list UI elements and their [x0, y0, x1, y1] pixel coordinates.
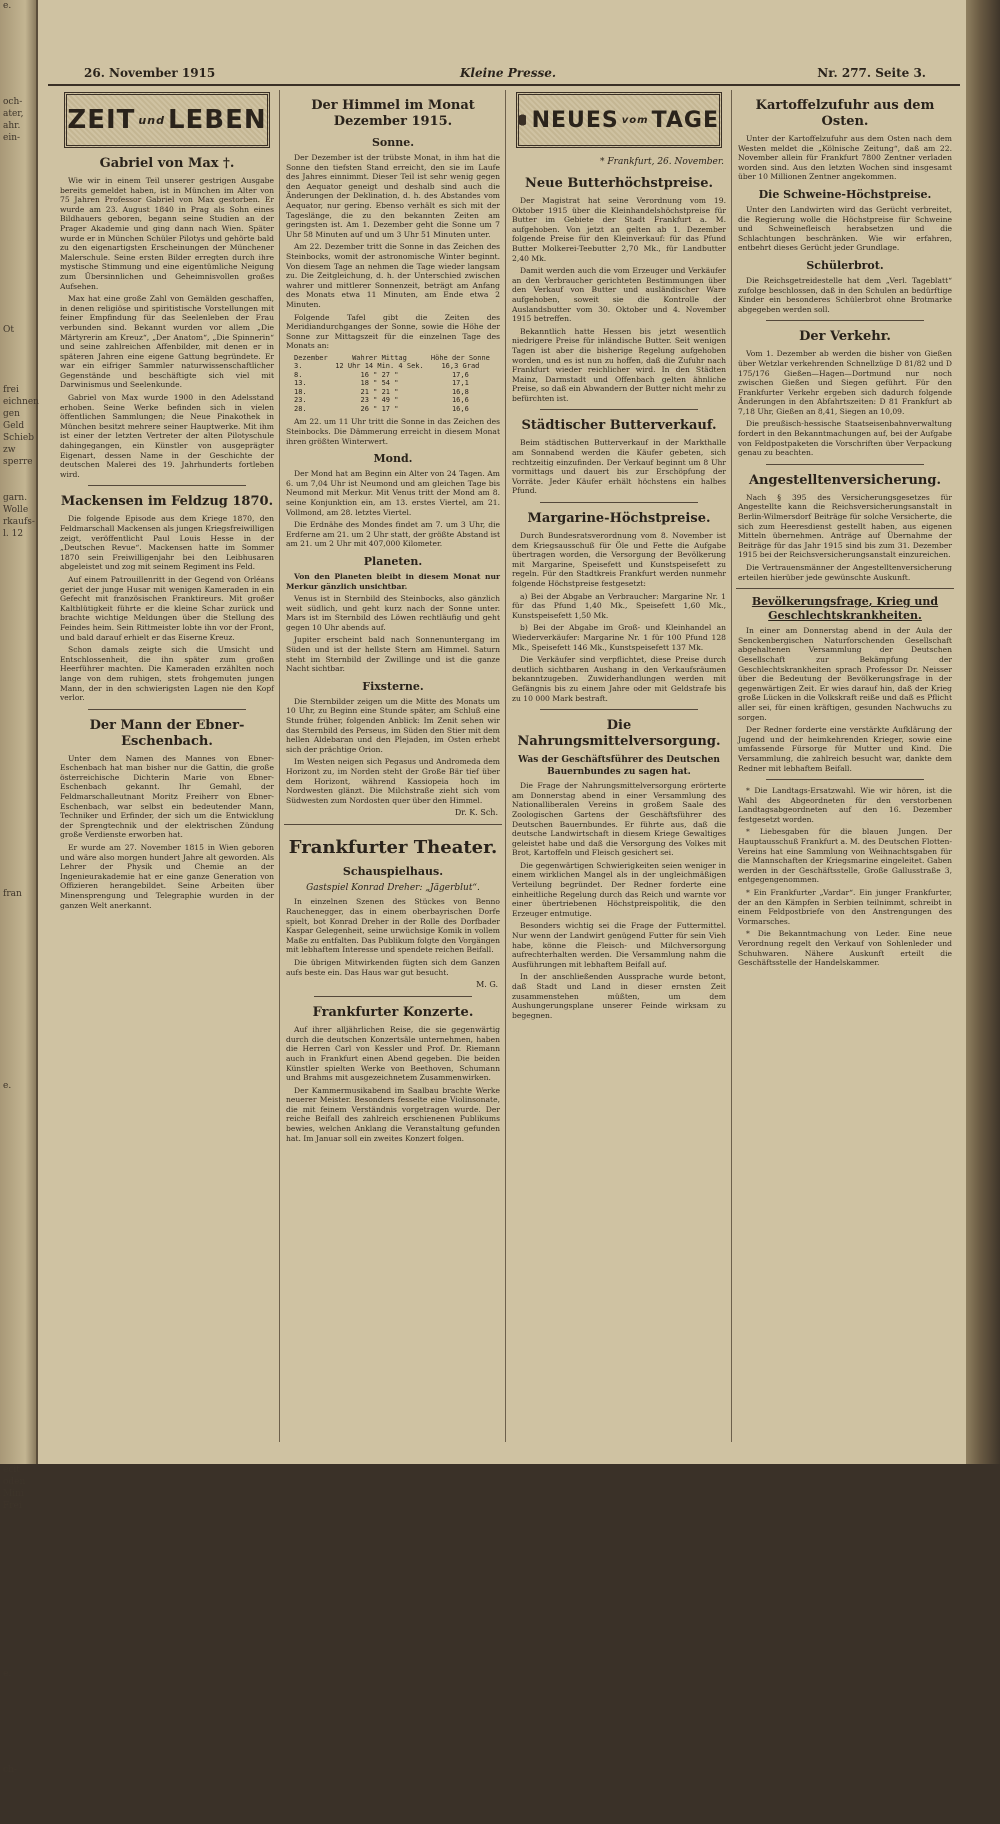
prev-page-fragment	[0, 972, 36, 984]
prev-page-fragment	[0, 924, 36, 936]
prev-page-fragment	[0, 960, 36, 972]
paragraph: Die übrigen Mitwirkenden fügten sich dem Ganzen aufs beste ein. Das Haus war gut besucht.	[286, 957, 500, 977]
prev-page-fragment: e.	[3, 1, 12, 11]
prev-page-fragment	[0, 984, 36, 996]
logo-word-right: TAGE	[651, 107, 719, 133]
article-body	[58, 176, 276, 479]
prev-page-fragment	[0, 1236, 36, 1248]
prev-page-fragment: sperre	[3, 457, 33, 467]
paragraph: b) Bei der Abgabe im Groß- und Kleinhandel an Wiederverkäufer: Margarine Nr. 1 für 100 Pfund 128 Mk., Speisefett 146 Mk., Kunstspeisefett 137 Mk.	[512, 623, 726, 652]
paragraph: Der Mond hat am Beginn ein Alter von 24 Tagen. Am 6. um 7,04 Uhr ist Neumond und am gleichen Tage bis Neumond mit Merkur. Mit Venus tritt der Mond am 8. seine Konjunktion ein, am 13. erstes Viertel, am 21. Vollmond, am 28. letztes Viertel.	[286, 469, 500, 517]
prev-page-fragment	[0, 684, 36, 696]
prev-page-fragment	[0, 1692, 36, 1704]
prev-page-fragment	[0, 1068, 36, 1080]
prev-page-fragment: e.	[3, 1081, 12, 1091]
prev-page-fragment	[0, 1656, 36, 1668]
prev-page-fragment	[0, 1788, 36, 1800]
prev-page-fragment	[0, 948, 36, 960]
prev-page-fragment: Ot	[3, 325, 14, 335]
paragraph: Gabriel von Max wurde 1900 in den Adelsstand erhoben. Seine Werke befinden sich in vielen öffentlichen Sammlungen; die Neue Pinakothek in München besitzt mehrere seiner Hauptwerke. Mit ihm ist einer der letzten Vertreter der alten Pilotyschule dahingegangen, ein Künstler von ausgeprägter Eigenart, dessen Name in der Geschichte der deutschen Malerei des 19. Jahrhunderts fortleben wird.	[60, 393, 274, 479]
prev-page-fragment	[0, 1404, 36, 1416]
article-body	[58, 514, 276, 702]
table-cell: 8.	[294, 370, 303, 379]
paragraph: Der Magistrat hat seine Verordnung vom 19. Oktober 1915 über die Kleinhandelshöchstpreise für Butter im Gebiete der Stadt Frankfurt a. M. aufgehoben. Von jetzt an gelten ab 1. Dezember folgende Preise für den Kleinverkauf: für das Pfund Butter Molkerei-Teebutter 2,70 Mk., für Landbutter 2,40 Mk.	[512, 196, 726, 263]
prev-page-fragment	[0, 1032, 36, 1044]
table-cell: 18.	[294, 387, 307, 396]
prev-page-fragment	[0, 1596, 36, 1608]
table-header: Dezember	[294, 353, 328, 362]
section-title: Planeten.	[363, 554, 423, 568]
prev-page-fragment	[0, 660, 36, 672]
prev-page-fragment	[0, 564, 36, 576]
table-cell: 26 " 17 "	[360, 404, 399, 413]
table-cell: 17,1	[451, 379, 469, 388]
prev-page-fragment: fran	[3, 889, 22, 899]
prev-page-fragment	[0, 828, 36, 840]
paragraph: Vom 1. Dezember ab werden die bisher von Gießen über Wetzlar verkehrenden Schnellzüge D 81/82 und D 175/176 Gießen—Hagen—Dortmund nur noch zwischen Gießen und Siegen geführt. Für den Frankfurter Verkehr ergeben sich dadurch folgende Änderungen in den Abfahrtszeiten: D 81 Frankfurt ab 7,18 Uhr, Gießen an 8,41, Siegen an 10,09.	[738, 349, 952, 416]
logo-word-left: NEUES	[531, 107, 619, 133]
prev-page-fragment	[0, 252, 36, 264]
divider	[540, 709, 698, 710]
prev-page-fragment	[0, 756, 36, 768]
article-title: Gabriel von Max †.	[99, 156, 235, 171]
paragraph: Die folgende Episode aus dem Kriege 1870, den Feldmarschall Mackensen als jungen Kriegsfreiwilligen zeigt, veröffentlicht Paul Louis Hesse in der „Deutschen Revue“. Mackensen hatte im Sommer 1870 sein Freiwilligenjahr bei den Leibhusaren abgeleistet und zog mit seinem Regiment ins Feld.	[60, 514, 274, 572]
prev-page-fragment: ecit	[3, 1465, 20, 1475]
paragraph: Der Kammermusikabend im Saalbau brachte Werke neuerer Meister. Besonders fesselte eine Violinsonate, die mit feinem Verständnis vorgetragen wurde. Der reiche Beifall des zahlreich erschienenen Publikums bewies, welchen Anklang die Veranstaltung gefunden hat. Im Januar soll ein zweites Konzert folgen.	[286, 1085, 500, 1143]
paragraph: Die Frage der Nahrungsmittelversorgung erörterte am Donnerstag abend in einer Versammlung des Nationalliberalen Vereins in großem Saale des Zoologischen Gartens der Geschäftsführer des Deutschen Bauernbundes. Er führte aus, daß die deutsche Landwirtschaft in diesem Kriege Gewaltiges geleistet habe und daß die Versorgung des Volkes mit Brot, Kartoffeln und Fleisch gesichert sei.	[512, 781, 726, 858]
paragraph: Der Dezember ist der trübste Monat, in ihm hat die Sonne den tiefsten Stand erreicht, den sie im Laufe des Jahres einnimmt. Dieser Teil ist sehr wenig gegen den Aequator geneigt und deshalb sind auch die Änderungen der Deklination, d. h. des Abstandes vom Aequator, nur gering. Ebenso verhält es sich mit der Tageslänge, die zu den bekannten Zeiten am geringsten ist. Am 1. Dezember geht die Sonne um 7 Uhr 58 Minuten auf und um 3 Uhr 51 Minuten unter.	[286, 153, 500, 239]
table-cell: 16,8	[451, 387, 469, 396]
prev-page-fragment	[0, 1644, 36, 1656]
table-row	[293, 379, 493, 388]
table-cell: 23 " 49 "	[360, 396, 399, 405]
prev-page-fragment	[0, 624, 36, 636]
table-cell: 3.	[294, 362, 303, 371]
prev-page-fragment	[0, 1572, 36, 1584]
prev-page-fragment	[0, 1812, 36, 1824]
author-signature: M. G.	[476, 980, 498, 990]
divider	[314, 996, 472, 997]
prev-page-fragment	[0, 1212, 36, 1224]
section-title: Schülerbrot.	[806, 258, 884, 272]
prev-page-fragment	[0, 48, 36, 60]
prev-page-fragment	[0, 264, 36, 276]
prev-page-fragment	[0, 672, 36, 684]
paragraph: Max hat eine große Zahl von Gemälden geschaffen, in denen religiöse und spiritistische Vorstellungen mit feiner Empfindung für das Seelenleben der Frau verbunden sind. Bekannt wurden vor allem „Die Märtyrerin am Kreuz“, „Der Anatom“, „Die Spinnerin“ und seine zahlreichen Affenbilder, mit denen er in späteren Jahren eine eigene Gattung begründete. Er war ein eifriger Sammler naturwissenschaftlicher Gegenstände und beschäftigte sich viel mit Darwinismus und Seelenkunde.	[60, 294, 274, 390]
paragraph: a) Bei der Abgabe an Verbraucher: Margarine Nr. 1 für das Pfund 1,40 Mk., Speisefett 1,60 Mk., Kunstspeisefett 1,50 Mk.	[512, 591, 726, 620]
prev-page-fragment	[0, 1548, 36, 1560]
prev-page-fragment	[0, 1296, 36, 1308]
prev-page-fragment: Schieb	[3, 433, 34, 443]
prev-page-fragment	[0, 1704, 36, 1716]
prev-page-fragment	[0, 1740, 36, 1752]
prev-page-fragment	[0, 996, 36, 1008]
prev-page-fragment	[0, 1524, 36, 1536]
article-title: Der Himmel im Monat Dezember 1915.	[311, 98, 475, 129]
divider	[88, 709, 246, 710]
prev-page-fragment	[0, 240, 36, 252]
prev-page-fragment	[0, 1272, 36, 1284]
article-title: Kartoffelzufuhr aus dem Osten.	[755, 98, 935, 129]
paragraph: Unter den Landwirten wird das Gerücht verbreitet, die Regierung wolle die Höchstpreise für Schweine und Schweinefleisch herabsetzen und die Schlachtungen beschränken. Wie wir erfahren, entbehrt dieses Gerücht jeder Grundlage.	[738, 204, 952, 253]
section-title: Bevölkerungsfrage, Krieg und Geschlechtskrankheiten.	[751, 595, 939, 623]
prev-page-fragment: eichnen	[3, 397, 39, 407]
author-signature: Dr. K. Sch.	[454, 808, 498, 818]
logo-word-mid: und	[138, 113, 165, 127]
paragraph: Durch Bundesratsverordnung vom 8. November ist dem Kriegsausschuß für Öle und Fette die Aufgabe übertragen worden, die Versorgung der Bevölkerung mit Margarine, Speisefett und Kunstspeisefett zu regeln. Für den Stadtkreis Frankfurt werden nunmehr folgende Höchstpreise festgesetzt:	[512, 531, 726, 588]
divider	[736, 588, 954, 589]
prev-page-fragment	[0, 336, 36, 348]
prev-page-fragment	[0, 276, 36, 288]
prev-page-fragment	[0, 156, 36, 168]
table-row	[293, 371, 493, 380]
prev-page-fragment	[0, 180, 36, 192]
section-title: Schauspielhaus.	[342, 865, 444, 879]
prev-page-fragment	[0, 468, 36, 480]
previous-page-edge	[0, 0, 39, 1775]
article-title: Städtischer Butterverkauf.	[521, 418, 717, 434]
column-rule	[279, 90, 280, 1442]
prev-page-fragment: ahr.	[3, 121, 21, 131]
article-title: Mackensen im Feldzug 1870.	[60, 494, 274, 510]
prev-page-fragment	[0, 816, 36, 828]
paragraph: Die preußisch-hessische Staatseisenbahnverwaltung fordert in den Bekanntmachungen auf, bei der Aufgabe von Feldpostpaketen die Vorschriften über Verpackung genau zu beachten.	[738, 419, 952, 458]
prev-page-fragment	[0, 1416, 36, 1428]
table-row	[293, 405, 493, 414]
prev-page-fragment: gen	[3, 409, 20, 419]
article-title: Der Mann der Ebner-Eschenbach.	[89, 717, 245, 749]
section-title: Sonne.	[371, 136, 415, 149]
paragraph: Unter der Kartoffelzufuhr aus dem Osten nach dem Westen meldet die „Kölnische Zeitung“, daß am 22. November allein für Frankfurt 7800 Zentner verladen worden sind. Aus den letzten Wochen sind insgesamt über 10 Millionen Zentner angekommen.	[738, 134, 952, 182]
prev-page-fragment	[0, 1356, 36, 1368]
paragraph: Auf einem Patrouillenritt in der Gegend von Orléans geriet der junge Husar mit wenigen Kameraden in ein Gefecht mit französischen Franktireurs. Mit großer Kaltblütigkeit führte er die kleine Schar zurück und brachte wichtige Meldungen über die Stellung des Feindes heim. Sein Rittmeister lobte ihn vor der Front, und bald darauf erhielt er das Eiserne Kreuz.	[60, 574, 274, 642]
prev-page-fragment	[0, 60, 36, 72]
section-title: Fixsterne.	[362, 679, 424, 693]
prev-page-fragment	[0, 1512, 36, 1524]
divider	[766, 464, 924, 465]
prev-page-fragment	[0, 648, 36, 660]
divider	[766, 779, 924, 780]
prev-page-fragment	[0, 1344, 36, 1356]
prev-page-fragment	[0, 204, 36, 216]
page-content	[48, 62, 960, 1442]
table-cell: 16,6	[451, 404, 469, 413]
paragraph: Der Redner forderte eine verstärkte Aufklärung der Jugend und der heimkehrenden Krieger, sowie eine umfassende Fürsorge für Mutter und Kind. Die Versammlung, die zahlreich besucht war, dankte dem Redner mit lebhaftem Beifall.	[738, 725, 952, 773]
divider	[284, 824, 502, 825]
article-body	[58, 754, 276, 911]
prev-page-fragment	[0, 732, 36, 744]
paragraph: Damit werden auch die vom Erzeuger und Verkäufer an den Verbraucher gerichteten Bestimmungen über den Verkauf von Butter und ausländischer Ware aufgehoben, soweit sie die Kontrolle der Auslandsbutter vom 30. Oktober und 4. November 1915 betreffen.	[512, 266, 726, 324]
paragraph: * Die Bekanntmachung von Leder. Eine neue Verordnung regelt den Verkauf von Sohlenleder und Schuhwaren. Nähere Auskunft erteilt die Geschäftsstelle der Handelskammer.	[738, 929, 952, 968]
prev-page-fragment	[0, 372, 36, 384]
article-title: Frankfurter Konzerte.	[312, 1005, 474, 1021]
prev-page-fragment	[0, 84, 36, 96]
prev-page-fragment	[0, 480, 36, 492]
paragraph: In der anschließenden Aussprache wurde betont, daß Stadt und Land in dieser ernsten Zeit zusammenstehen müßten, um dem Aushungerungsplane unserer Feinde wirksam zu begegnen.	[512, 972, 726, 1020]
paragraph: Am 22. um 11 Uhr tritt die Sonne in das Zeichen des Steinbocks. Die Dämmerung erreicht in diesem Monat ihren größten Winterwert.	[286, 417, 500, 446]
prev-page-fragment	[0, 900, 36, 912]
paragraph: Folgende Tafel gibt die Zeiten des Meridiandurchganges der Sonne, sowie die Höhe der Sonne zur Mittagszeit für die einzelnen Tage des Monats an:	[286, 312, 500, 351]
prev-page-fragment: oden	[3, 1477, 26, 1487]
prev-page-fragment	[0, 1536, 36, 1548]
table-cell: 23.	[294, 396, 307, 405]
prev-page-fragment	[0, 1632, 36, 1644]
prev-page-fragment	[0, 864, 36, 876]
eagle-icon	[519, 105, 526, 135]
divider	[88, 485, 246, 486]
prev-page-fragment	[0, 612, 36, 624]
logo-word-mid: vom	[621, 114, 649, 126]
logo-word-right: LEBEN	[167, 105, 267, 135]
prev-page-fragment	[0, 852, 36, 864]
prev-page-fragment	[0, 1188, 36, 1200]
prev-page-fragment	[0, 1176, 36, 1188]
prev-page-fragment	[0, 144, 36, 156]
prev-page-fragment: Geld	[3, 421, 25, 431]
prev-page-fragment	[0, 1008, 36, 1020]
prev-page-fragment	[0, 1152, 36, 1164]
prev-page-fragment	[0, 72, 36, 84]
column-3	[510, 90, 728, 1442]
paragraph: * Liebesgaben für die blauen Jungen. Der Hauptausschuß Frankfurt a. M. des Deutschen Flotten-Vereins hat eine Sammlung von Weihnachtsgaben für die Mannschaften der Kriegsmarine eingeleitet. Gaben werden in der Geschäftsstelle, Große Gallusstraße 3, entgegengenommen.	[738, 827, 952, 885]
prev-page-fragment	[0, 576, 36, 588]
column-rule	[505, 90, 506, 1442]
book-binding	[966, 0, 1000, 1464]
paragraph: Besonders wichtig sei die Frage der Futtermittel. Nur wenn der Landwirt genügend Futter für sein Vieh habe, könne die Fleisch- und Milchversorgung aufrechterhalten werden. Die Versammlung nahm die Ausführungen mit lebhaftem Beifall auf.	[512, 921, 726, 969]
paragraph: Die Vertrauensmänner der Angestelltenversicherung erteilen hierüber jede gewünschte Auskunft.	[738, 563, 952, 582]
prev-page-fragment	[0, 588, 36, 600]
paragraph: Die Verkäufer sind verpflichtet, diese Preise durch deutlich sichtbaren Aushang in den Verkaufsräumen bekanntzugeben. Zuwiderhandlungen werden mit Gefängnis bis zu einem Jahre oder mit Geldstrafe bis zu 10 000 Mark bestraft.	[512, 655, 726, 703]
prev-page-fragment: rkaufs-	[3, 517, 35, 527]
article-subtitle: Was der Geschäftsführer des Deutschen Bauernbundes zu sagen hat.	[518, 755, 720, 778]
article-title: Neue Butterhöchstpreise.	[524, 176, 714, 191]
prev-page-fragment	[0, 636, 36, 648]
publication-name: Kleine Presse.	[460, 66, 557, 80]
divider	[540, 502, 698, 503]
prev-page-fragment	[0, 1308, 36, 1320]
prev-page-fragment	[0, 1380, 36, 1392]
prev-page-fragment	[0, 792, 36, 804]
prev-page-fragment: e.	[3, 1669, 12, 1679]
prev-page-fragment	[0, 1560, 36, 1572]
sun-table	[293, 354, 493, 414]
prev-page-fragment	[0, 1260, 36, 1272]
prev-page-fragment: ater,	[3, 109, 24, 119]
paragraph: Am 22. Dezember tritt die Sonne in das Zeichen des Steinbocks, womit der astronomische Winter beginnt. Von diesem Tage an nehmen die Tage wieder langsam zu. Die Zeitgleichung, d. h. der Unterschied zwischen wahrer und mittlerer Sonnenzeit, beträgt am Anfang des Monats etwa 11 Minuten, am Ende etwa 2 Minuten.	[286, 242, 500, 309]
issue-date: 26. November 1915	[84, 66, 216, 80]
table-cell: 13.	[294, 379, 307, 388]
prev-page-fragment	[0, 912, 36, 924]
prev-page-fragment	[0, 300, 36, 312]
paragraph: Im Westen neigen sich Pegasus und Andromeda dem Horizont zu, im Norden steht der Große Bär tief über dem Horizont, während Kassiopeia hoch im Nordwesten glänzt. Die Milchstraße zieht sich vom Südwesten zum Nordosten quer über den Himmel.	[286, 757, 500, 805]
paragraph: Die Erdnähe des Mondes findet am 7. um 3 Uhr, die Erdferne am 21. um 2 Uhr statt, der größte Abstand ist am 21. um 2 Uhr mit 407,000 Kilometer.	[286, 520, 500, 549]
prev-page-fragment: och-	[3, 97, 23, 107]
performance-line: Gastspiel Konrad Dreher: „Jägerblut“.	[306, 883, 480, 894]
article-title: Angestelltenversicherung.	[748, 472, 942, 488]
prev-page-fragment	[0, 600, 36, 612]
prev-page-fragment	[0, 312, 36, 324]
paragraph: * Die Landtags-Ersatzwahl. Wie wir hören, ist die Wahl des Abgeordneten für den verstorbenen Landtagsabgeordneten auf den 16. Dezember festgesetzt worden.	[738, 786, 952, 824]
prev-page-fragment: zw	[3, 445, 16, 455]
prev-page-fragment	[0, 552, 36, 564]
prev-page-fragment	[0, 1608, 36, 1620]
table-header: Höhe der Sonne	[430, 353, 490, 362]
section-title: Die Schweine-Höchstpreise.	[758, 187, 932, 201]
paragraph: Er wurde am 27. November 1815 in Wien geboren und wäre also morgen hundert Jahre alt geworden. Als Lehrer der Physik und Chemie an der Ingenieurakademie hat er eine ganze Generation von Offizieren herangebildet. Seine Arbeiten über Minensprengung und Telegraphie wurden in der ganzen Welt anerkannt.	[60, 843, 274, 910]
table-row	[293, 362, 493, 371]
prev-page-fragment	[0, 12, 36, 24]
prev-page-fragment	[0, 360, 36, 372]
prev-page-fragment	[0, 168, 36, 180]
prev-page-fragment	[0, 1452, 36, 1464]
prev-page-fragment	[0, 1620, 36, 1632]
table-row	[293, 396, 493, 405]
prev-page-fragment	[0, 216, 36, 228]
prev-page-fragment	[0, 1104, 36, 1116]
table-cell: 16,3 Grad	[441, 362, 480, 371]
prev-page-fragment	[0, 1164, 36, 1176]
prev-page-fragment	[0, 1200, 36, 1212]
paragraph: Jupiter erscheint bald nach Sonnenuntergang im Süden und ist der hellste Stern am Himmel. Saturn steht im Sternbild der Zwillinge und ist die ganze Nacht sichtbar.	[286, 635, 500, 674]
prev-page-fragment	[0, 1020, 36, 1032]
prev-page-fragment	[0, 540, 36, 552]
zeit-und-leben-logo	[64, 92, 270, 148]
table-cell: 28.	[294, 404, 307, 413]
paragraph: Von den Planeten bleibt in diesem Monat nur Merkur gänzlich unsichtbar.	[286, 571, 500, 591]
neues-vom-tage-logo	[516, 92, 722, 148]
prev-page-fragment	[0, 1716, 36, 1728]
paragraph: Beim städtischen Butterverkauf in der Markthalle am Sonnabend werden die Käufer gebeten, sich rechtzeitig einzufinden. Der Verkauf beginnt um 8 Uhr vormittags und dauert bis zur Erschöpfung der Vorräte. Jeder Käufer erhält höchstens ein halbes Pfund.	[512, 438, 726, 496]
table-row	[293, 388, 493, 397]
prev-page-fragment	[0, 1056, 36, 1068]
paragraph: Die gegenwärtigen Schwierigkeiten seien weniger in einem wirklichen Mangel als in der ungleichmäßigen Verteilung begründet. Der Redner forderte eine einheitliche Regelung durch das Reich und warnte vor einer übertriebenen Höchstpreispolitik, die den Erzeuger entmutige.	[512, 860, 726, 918]
masthead	[48, 62, 960, 86]
table-cell: 17,6	[451, 370, 469, 379]
prev-page-fragment: Mini	[3, 1489, 24, 1499]
prev-page-fragment	[0, 744, 36, 756]
prev-page-fragment	[0, 768, 36, 780]
prev-page-fragment	[0, 1584, 36, 1596]
section-title: Mond.	[373, 452, 413, 466]
prev-page-fragment	[0, 228, 36, 240]
column-4	[736, 90, 954, 1442]
prev-page-fragment	[0, 288, 36, 300]
table-cell: 16 " 27 "	[360, 370, 399, 379]
prev-page-fragment: ein-	[3, 133, 21, 143]
column-rule	[731, 90, 732, 1442]
prev-page-fragment	[0, 192, 36, 204]
prev-page-fragment	[0, 348, 36, 360]
prev-page-fragment	[0, 1680, 36, 1692]
paragraph: Die Reichsgetreidestelle hat dem „Verl. Tageblatt“ zufolge beschlossen, daß in den Schulen an bedürftige Kinder ein besonderes Schülerbrot ohne Brotmarke abgegeben werden soll.	[738, 275, 952, 314]
logo-word-left: ZEIT	[67, 105, 136, 135]
prev-page-fragment	[0, 1428, 36, 1440]
prev-page-fragment	[0, 780, 36, 792]
table-cell: 18 " 54 "	[360, 379, 399, 388]
table-header-row	[293, 354, 493, 363]
prev-page-fragment	[0, 1368, 36, 1380]
paragraph: Venus ist in Sternbild des Steinbocks, also gänzlich weit südlich, und geht kurz nach der Sonne unter. Mars ist im Sternbild des Löwen rechtläufig und geht gegen 10 Uhr abends auf.	[286, 594, 500, 632]
prev-page-fragment	[0, 1728, 36, 1740]
paragraph: Wie wir in einem Teil unserer gestrigen Ausgabe bereits gemeldet haben, ist in München im Alter von 75 Jahren Professor Gabriel von Max gestorben. Er wurde am 23. August 1840 in Prag als Sohn eines Bildhauers geboren, begann seine Studien an der Prager Akademie und ging dann nach Wien. Später wurde er in München Schüler Pilotys und gehörte bald zu den eigenartigsten Erscheinungen der Münchener Malerschule. Seine ersten Bilder erregten durch ihre mystische Stimmung und eine eigentümliche Neigung zum Übersinnlichen und Geheimnisvollen großes Aufsehen.	[60, 176, 274, 291]
column-1	[58, 90, 276, 1442]
table-header: Wahrer Mittag	[352, 353, 407, 362]
table-cell: 21 " 21 "	[360, 387, 399, 396]
prev-page-fragment	[0, 36, 36, 48]
prev-page-fragment	[0, 24, 36, 36]
prev-page-fragment	[0, 1332, 36, 1344]
column-2	[284, 90, 502, 1442]
prev-page-fragment: l. 12	[3, 529, 24, 539]
paragraph: In einzelnen Szenen des Stückes von Benno Rauchenegger, das in einem oberbayrischen Dorfe spielt, bot Konrad Dreher in der Rolle des Dorfbader Kaspar Gelegenheit, seine urwüchsige Komik in vollem Maße zu entfalten. Das Publikum folgte den Vorgängen mit lebhaftem Interesse und spendete reichen Beifall.	[286, 897, 500, 955]
prev-page-fragment	[0, 1800, 36, 1812]
divider	[766, 320, 924, 321]
prev-page-fragment	[0, 1116, 36, 1128]
dateline: * Frankfurt, 26. November.	[600, 157, 724, 167]
prev-page-fragment	[0, 1044, 36, 1056]
divider	[540, 409, 698, 410]
prev-page-fragment: Wolle	[3, 505, 29, 515]
paragraph: Auf ihrer alljährlichen Reise, die sie gegenwärtig durch die deutschen Konzertsäle unternehmen, haben die Herren Carl von Kessler und Prof. Dr. Riemann auch in Frankfurt einen Abend gegeben. Die beiden Künstler spielten Werke von Beethoven, Schumann und Brahms mit ausgezeichnetem Zusammenwirken.	[286, 1025, 500, 1083]
paragraph: Die Sternbilder zeigen um die Mitte des Monats um 10 Uhr, zu Beginn eine Stunde später, am Schluß eine Stunde früher, folgenden Anblick: Im Zenit sehen wir das Sternbild des Perseus, im Süden den Stier mit dem hellen Aldebaran und den Plejaden, im Osten erhebt sich der prächtige Orion.	[286, 696, 500, 754]
paragraph: Schon damals zeigte sich die Umsicht und Entschlossenheit, die ihn später zum großen Heerführer machten. Die Kameraden erzählten noch lange von dem ruhigen, stets frohgemuten jungen Mann, der in den schwierigsten Lagen nie den Kopf verlor.	[60, 645, 274, 703]
prev-page-fragment	[0, 720, 36, 732]
prev-page-fragment: Frei	[3, 1501, 22, 1511]
prev-page-fragment: ch-	[3, 1765, 17, 1775]
paragraph: Unter dem Namen des Mannes von Ebner-Eschenbach hat man bisher nur die Gattin, die große österreichische Dichterin Marie von Ebner-Eschenbach gekannt. Ihr Gemahl, der Feldmarschalleutnant Moritz Freiherr von Ebner-Eschenbach, war selbst ein bedeutender Mann, Techniker und Erfinder, der sich um die Entwicklung der Sprengtechnik und der elektrischen Zündung große Verdienste erworben hat.	[60, 753, 274, 840]
table-cell: 16,6	[451, 396, 469, 405]
prev-page-fragment	[0, 1140, 36, 1152]
prev-page-fragment	[0, 876, 36, 888]
paragraph: Nach § 395 des Versicherungsgesetzes für Angestellte kann die Reichsversicherungsanstalt in Berlin-Wilmersdorf Beiträge für solche Versicherte, die sich zum Heeresdienst gestellt haben, aus eigenen Mitteln übernehmen. Anträge auf Übernahme der Beiträge für das Jahr 1915 sind bis zum 31. Dezember 1915 bei der Reichsversicherungsanstalt einzureichen.	[738, 492, 952, 560]
prev-page-fragment	[0, 1392, 36, 1404]
prev-page-fragment	[0, 1224, 36, 1236]
prev-page-fragment	[0, 696, 36, 708]
prev-page-fragment	[0, 840, 36, 852]
prev-page-fragment: frei	[3, 385, 19, 395]
article-title: Margarine-Höchstpreise.	[527, 511, 711, 527]
paragraph: In einer am Donnerstag abend in der Aula der Senckenbergischen Naturforschenden Gesellschaft abgehaltenen Versammlung der Deutschen Gesellschaft zur Bekämpfung der Geschlechtskrankheiten sprach Professor Dr. Neisser über die Bedeutung der Bevölkerungsfrage in der gegenwärtigen Zeit. Er wies darauf hin, daß der Krieg große Lücken in die Volkskraft reiße und daß es Pflicht aller sei, für einen kräftigen, gesunden Nachwuchs zu sorgen.	[738, 626, 952, 722]
prev-page-fragment	[0, 1776, 36, 1788]
prev-page-fragment	[0, 936, 36, 948]
prev-page-fragment	[0, 1092, 36, 1104]
paragraph: Bekanntlich hatte Hessen bis jetzt wesentlich niedrigere Preise für inländische Butter. Seit wenigen Tagen ist aber die bisherige Regelung aufgehoben worden, und es ist nun zu hoffen, daß die Zufuhr nach Frankfurt wieder reichlicher wird. In den Städten Mainz, Darmstadt und Offenbach gelten ähnliche Preise, so daß ein Abwandern der Butter nicht mehr zu befürchten ist.	[512, 326, 726, 403]
table-cell: 12 Uhr 14 Min. 4 Sek.	[335, 362, 424, 371]
prev-page-fragment	[0, 804, 36, 816]
paragraph: * Ein Frankfurter „Vardar“. Ein junger Frankfurter, der an den Kämpfen in Serbien teilnimmt, schreibt in einem Feldpostbriefe von den Anstrengungen des Vormarsches.	[738, 888, 952, 926]
prev-page-fragment	[0, 1284, 36, 1296]
prev-page-fragment	[0, 1248, 36, 1260]
prev-page-fragment: garn.	[3, 493, 28, 503]
page-number: Nr. 277. Seite 3.	[817, 66, 926, 80]
article-title: Die Nahrungsmittelversorgung.	[517, 718, 721, 750]
prev-page-fragment	[0, 1320, 36, 1332]
prev-page-fragment	[0, 1128, 36, 1140]
prev-page-fragment	[0, 1752, 36, 1764]
article-title: Der Verkehr.	[799, 329, 891, 345]
prev-page-fragment	[0, 708, 36, 720]
article-title: Frankfurter Theater.	[288, 837, 498, 859]
prev-page-fragment	[0, 1440, 36, 1452]
